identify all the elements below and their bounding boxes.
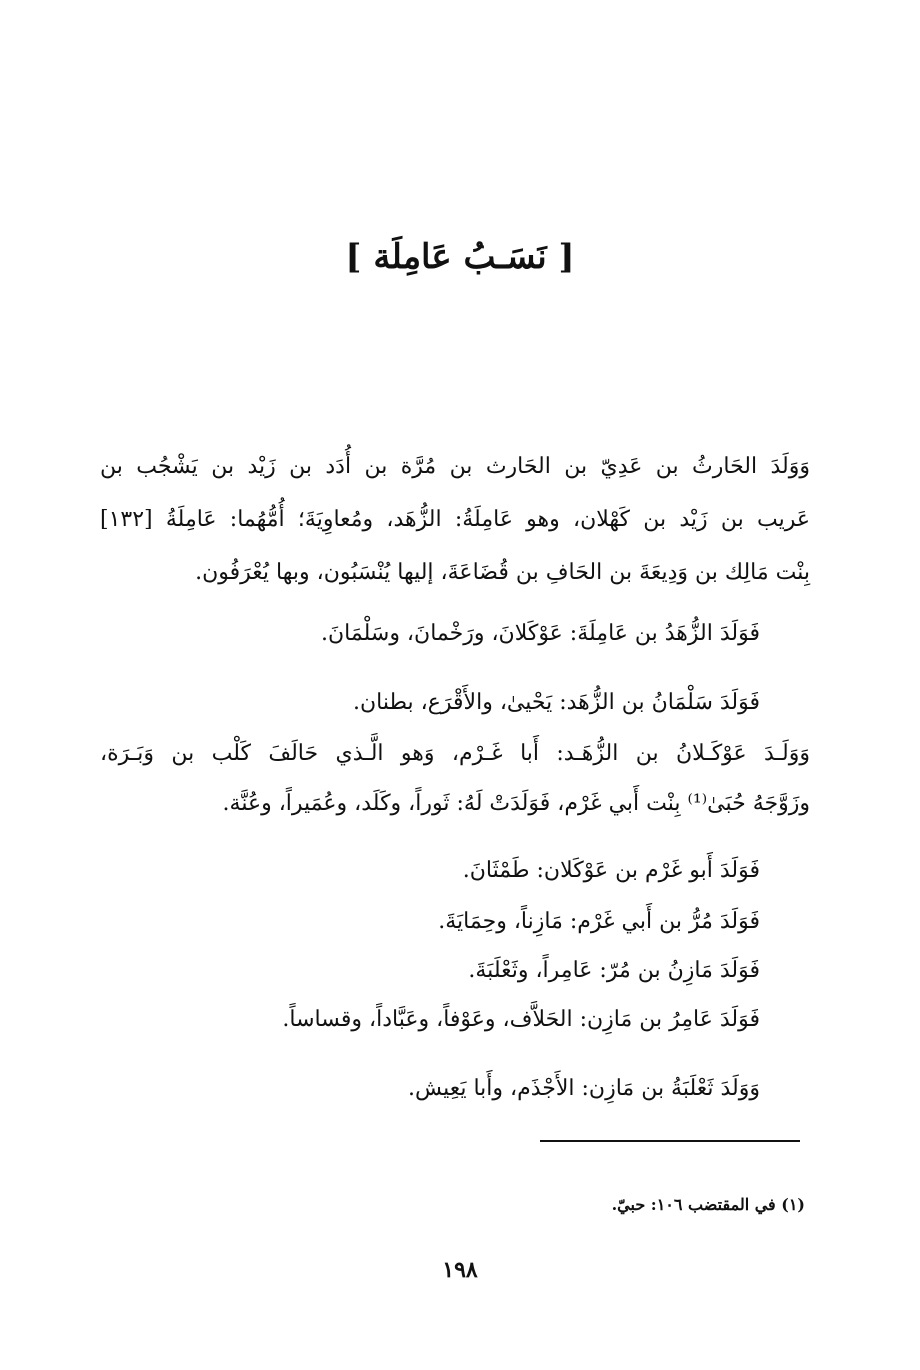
body-line-1: وَوَلَدَ الحَارثُ بن عَدِيّ بن الحَارث بن مُرَّة بن أُدَد بن زَيْد بن يَشْجُب بن xyxy=(100,454,810,479)
body-line-9: فَوَلَدَ مُرُّ بن أَبي غَرْم: مَازِناً، وحِمَايَةَ. xyxy=(438,909,760,934)
body-line-3: بِنْت مَالِك بن وَدِيعَةَ بن الحَافِ بن قُضَاعَةَ، إليها يُنْسَبُون، وبها يُعْرَفُون. xyxy=(195,560,810,585)
body-line-10: فَوَلَدَ مَازِنُ بن مُرّ: عَامِراً، وثَعْلَبَةَ. xyxy=(468,958,760,983)
body-line-4: فَوَلَدَ الزُّهَدُ بن عَامِلَةَ: عَوْكَلانَ، ورَخْمانَ، وسَلْمَانَ. xyxy=(321,621,760,646)
body-line-2: عَريب بن زَيْد بن كَهْلان، وهو عَامِلَةُ: الزُّهَد، ومُعاوِيَةَ؛ أُمُّهُما: عَامِلَةُ [١٣٢] xyxy=(100,507,810,532)
body-line-12: وَوَلَدَ ثَعْلَبَةُ بن مَازِن: الأَجْذَم، وأَبا يَعِيش. xyxy=(408,1076,760,1101)
body-line-7: وزَوَّجَهُ حُبَىٰ⁽¹⁾ بِنْت أَبي غَرْم، فَوَلَدَتْ لَهُ: ثَوراً، وكَلَد، وعُمَيراً، وعُنَّة. xyxy=(222,791,810,816)
body-line-5: فَوَلَدَ سَلْمَانُ بن الزُّهَد: يَحْيىٰ، والأَقْرَع، بطنان. xyxy=(353,690,760,715)
body-line-11: فَوَلَدَ عَامِرُ بن مَازِن: الحَلاَّف، وعَوْفاً، وعَبَّاداً، وقساساً. xyxy=(282,1007,760,1032)
section-title: [ نَسَـبُ عَامِلَة ] xyxy=(345,237,575,277)
page-number: ١٩٨ xyxy=(442,1257,478,1283)
footnote: (١) في المقتضب ١٠٦: حبيّ. xyxy=(611,1195,805,1214)
footnote-separator xyxy=(540,1140,800,1142)
body-line-6: وَوَلَـدَ عَوْكَـلانُ بن الزُّهَـد: أَبا غَـرْم، وَهو الَّـذي حَالَفَ كَلْب بن وَبَـرَة، xyxy=(100,741,810,766)
body-line-8: فَوَلَدَ أَبو غَرْم بن عَوْكَلان: طَمْثَانَ. xyxy=(462,858,760,883)
